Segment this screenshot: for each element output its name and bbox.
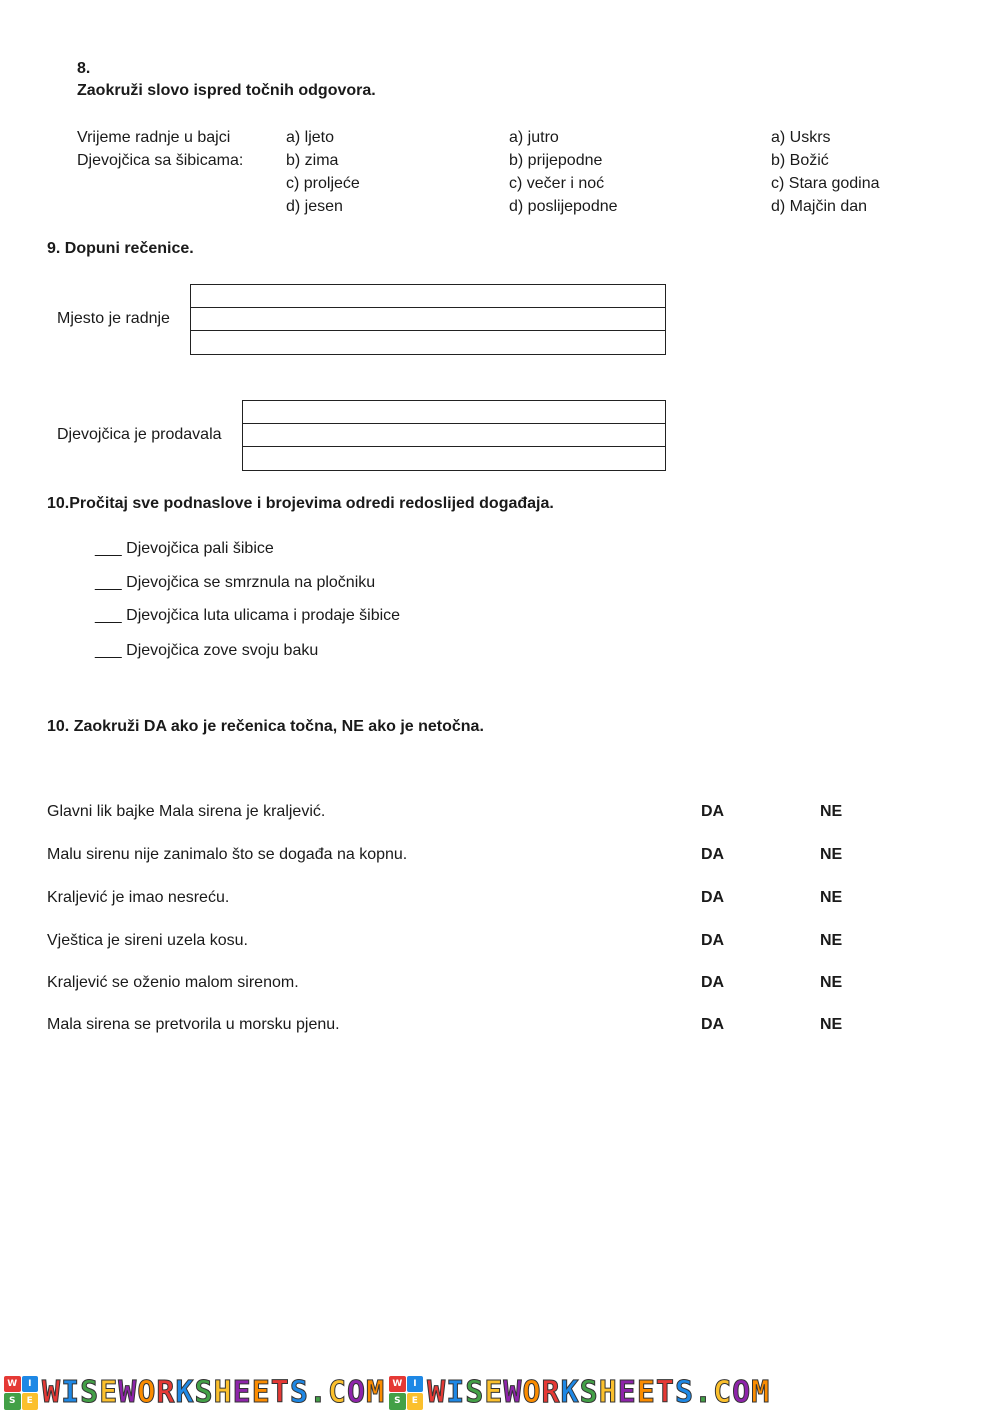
q10a-item-text: Djevojčica se smrznula na pločniku bbox=[126, 574, 376, 591]
brand-logo-icon bbox=[4, 1376, 38, 1410]
q10b-yes-option[interactable]: DA bbox=[701, 846, 725, 863]
q10b-yes-option[interactable]: DA bbox=[701, 974, 725, 991]
q8-option[interactable]: b) zima bbox=[286, 152, 339, 169]
q9-label-sold: Djevojčica je prodavala bbox=[57, 426, 222, 443]
brand-unit bbox=[4, 1375, 385, 1410]
q10a-item[interactable] bbox=[95, 607, 400, 625]
q10b-no-option[interactable]: NE bbox=[820, 932, 843, 949]
brand-letter: O bbox=[522, 1375, 542, 1410]
brand-letter: E bbox=[636, 1375, 656, 1410]
q8-number: 8. bbox=[77, 60, 91, 77]
brand-letter: R bbox=[156, 1375, 176, 1410]
q10b-statement: Mala sirena se pretvorila u morsku pjenu. bbox=[47, 1016, 340, 1033]
q10a-item[interactable] bbox=[95, 574, 375, 592]
q10b-statement: Malu sirenu nije zanimalo što se događa na kopnu. bbox=[47, 846, 408, 863]
brand-letter: E bbox=[617, 1375, 637, 1410]
brand-letter: . bbox=[308, 1375, 328, 1410]
brand-letter: H bbox=[213, 1375, 233, 1410]
q10b-no-option[interactable]: NE bbox=[820, 974, 843, 991]
brand-letter: W bbox=[427, 1375, 447, 1410]
brand-text bbox=[42, 1375, 385, 1410]
logo-letter: W bbox=[4, 1376, 21, 1393]
brand-letter: O bbox=[347, 1375, 367, 1410]
logo-letter: S bbox=[4, 1393, 21, 1410]
q10a-number: 10 bbox=[47, 495, 65, 512]
q10b-statement: Glavni lik bajke Mala sirena je kraljević. bbox=[47, 803, 326, 820]
q8-option[interactable]: d) poslijepodne bbox=[509, 198, 618, 215]
q10a-instruction: .Pročitaj sve podnaslove i brojevima odredi redoslijed događaja. bbox=[64, 495, 554, 512]
logo-letter: W bbox=[389, 1376, 406, 1393]
brand-letter: M bbox=[366, 1375, 386, 1410]
brand-letter: O bbox=[137, 1375, 157, 1410]
q10a-item-text: Djevojčica zove svoju baku bbox=[126, 642, 319, 659]
brand-letter: I bbox=[61, 1375, 81, 1410]
q8-options-col3 bbox=[771, 126, 880, 218]
q10a-blank[interactable]: ___ bbox=[95, 642, 122, 659]
q9-answer-line[interactable] bbox=[191, 331, 665, 354]
brand-letter: S bbox=[465, 1375, 485, 1410]
q9-answer-box-place bbox=[190, 284, 666, 355]
q9-answer-line[interactable] bbox=[191, 285, 665, 308]
brand-letter: C bbox=[327, 1375, 347, 1410]
q10b-yes-option[interactable]: DA bbox=[701, 1016, 725, 1033]
q10b-yes-option[interactable]: DA bbox=[701, 803, 725, 820]
logo-letter: I bbox=[22, 1376, 39, 1393]
q10a-blank[interactable]: ___ bbox=[95, 607, 122, 624]
q8-option[interactable]: a) ljeto bbox=[286, 129, 335, 146]
brand-letter: T bbox=[270, 1375, 290, 1410]
q10b-no-option[interactable]: NE bbox=[820, 1016, 843, 1033]
brand-letter: E bbox=[232, 1375, 252, 1410]
q10b-title: 10. Zaokruži DA ako je rečenica točna, NE ako je netočna. bbox=[47, 718, 484, 735]
q10b-statement: Kraljević je imao nesreću. bbox=[47, 889, 230, 906]
logo-letter: E bbox=[22, 1393, 39, 1410]
q9-label-place: Mjesto je radnje bbox=[57, 310, 170, 327]
footer-watermark bbox=[0, 1372, 1000, 1413]
q8-option[interactable]: c) proljeće bbox=[286, 175, 360, 192]
q8-option[interactable]: b) Božić bbox=[771, 152, 829, 169]
q10a-item[interactable] bbox=[95, 642, 318, 660]
brand-unit bbox=[389, 1375, 770, 1410]
q10b-statement: Kraljević se oženio malom sirenom. bbox=[47, 974, 299, 991]
q8-option[interactable]: b) prijepodne bbox=[509, 152, 603, 169]
q8-option[interactable]: a) Uskrs bbox=[771, 129, 831, 146]
q9-answer-box-sold bbox=[242, 400, 666, 471]
q10a-blank[interactable]: ___ bbox=[95, 540, 122, 557]
q10b-no-option[interactable]: NE bbox=[820, 889, 843, 906]
brand-letter: S bbox=[80, 1375, 100, 1410]
q9-answer-line[interactable] bbox=[243, 401, 665, 424]
q10a-item-text: Djevojčica luta ulicama i prodaje šibice bbox=[126, 607, 401, 624]
q8-option[interactable]: d) jesen bbox=[286, 198, 343, 215]
brand-letter: S bbox=[289, 1375, 309, 1410]
brand-letter: W bbox=[42, 1375, 62, 1410]
brand-letter: O bbox=[732, 1375, 752, 1410]
q8-instruction: Zaokruži slovo ispred točnih odgovora. bbox=[77, 82, 376, 99]
q8-option[interactable]: d) Majčin dan bbox=[771, 198, 868, 215]
q10a-title bbox=[47, 495, 554, 513]
q8-option[interactable]: c) večer i noć bbox=[509, 175, 605, 192]
brand-letter: H bbox=[598, 1375, 618, 1410]
logo-letter: I bbox=[407, 1376, 424, 1393]
brand-letter: M bbox=[751, 1375, 771, 1410]
q8-prompt-line2: Djevojčica sa šibicama: bbox=[77, 152, 244, 169]
logo-letter: E bbox=[407, 1393, 424, 1410]
brand-letter: E bbox=[251, 1375, 271, 1410]
q8-option[interactable]: a) jutro bbox=[509, 129, 559, 146]
brand-letter: S bbox=[579, 1375, 599, 1410]
brand-letter: T bbox=[655, 1375, 675, 1410]
q10a-item-text: Djevojčica pali šibice bbox=[126, 540, 274, 557]
q10b-yes-option[interactable]: DA bbox=[701, 889, 725, 906]
brand-letter: E bbox=[484, 1375, 504, 1410]
brand-letter: R bbox=[541, 1375, 561, 1410]
q10b-no-option[interactable]: NE bbox=[820, 846, 843, 863]
q8-options-col1 bbox=[286, 126, 360, 218]
brand-letter: S bbox=[194, 1375, 214, 1410]
q10b-yes-option[interactable]: DA bbox=[701, 932, 725, 949]
brand-logo-icon bbox=[389, 1376, 423, 1410]
q10b-statement: Vještica je sireni uzela kosu. bbox=[47, 932, 248, 949]
brand-text bbox=[427, 1375, 770, 1410]
brand-letter: . bbox=[694, 1375, 714, 1410]
q10a-blank[interactable]: ___ bbox=[95, 574, 122, 591]
brand-letter: I bbox=[446, 1375, 466, 1410]
q9-title: 9. Dopuni rečenice. bbox=[47, 240, 194, 257]
brand-letter: W bbox=[118, 1375, 138, 1410]
brand-letter: C bbox=[713, 1375, 733, 1410]
logo-letter: S bbox=[389, 1393, 406, 1410]
q10b-no-option[interactable]: NE bbox=[820, 803, 843, 820]
q8-option[interactable]: c) Stara godina bbox=[771, 175, 880, 192]
q8-prompt-line1: Vrijeme radnje u bajci bbox=[77, 129, 231, 146]
brand-letter: S bbox=[674, 1375, 694, 1410]
brand-letter: K bbox=[175, 1375, 195, 1410]
q8-options-col2 bbox=[509, 126, 618, 218]
q9-answer-line[interactable] bbox=[191, 308, 665, 331]
q9-answer-line[interactable] bbox=[243, 424, 665, 447]
brand-letter: K bbox=[560, 1375, 580, 1410]
brand-letter: W bbox=[503, 1375, 523, 1410]
q10a-item[interactable] bbox=[95, 540, 274, 558]
brand-letter: E bbox=[99, 1375, 119, 1410]
q9-answer-line[interactable] bbox=[243, 447, 665, 470]
